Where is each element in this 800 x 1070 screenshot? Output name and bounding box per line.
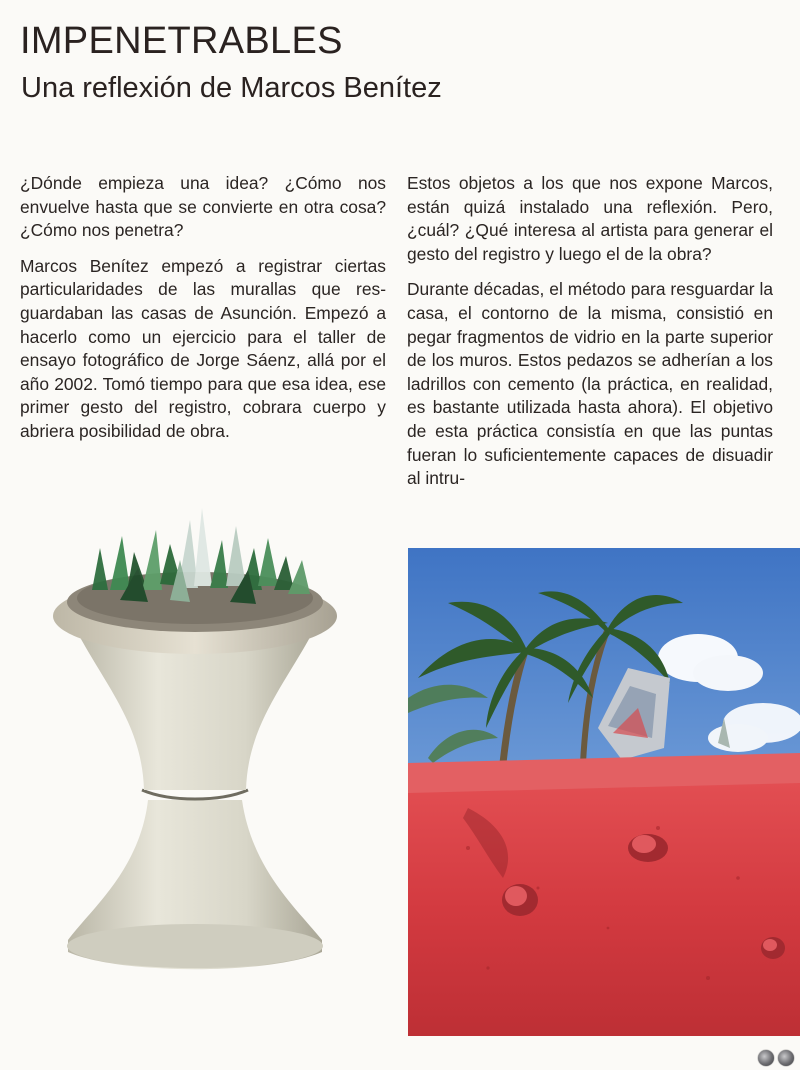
text-column-left <box>20 172 386 456</box>
article-subtitle: Una reflexión de Marcos Benítez <box>21 72 442 104</box>
pedestal-sculpture-icon <box>30 490 380 980</box>
text-column-right <box>407 172 773 542</box>
page-circle-icon <box>778 1050 794 1066</box>
page-circle-icon <box>758 1050 774 1066</box>
article-title: IMPENETRABLES <box>20 20 343 62</box>
paragraph-origin: Marcos Benítez empezó a registrar ciertas particularidades de las murallas que resguardaban las casas de Asunción. Empezó a hacerlo como un ejercicio para el taller de ensayo fotográfico de Jorge Sáenz, allá por el año 2002. Tomó tiempo para que esa idea, ese primer gesto del registro, cobrara cuerpo y abriera posibilidad de obra. <box>20 255 386 441</box>
paragraph-intro: ¿Dónde empieza una idea? ¿Cómo nos envuelve hasta que se convierte en otra cosa? ¿Cómo nos penetra? <box>20 173 386 241</box>
page-marks <box>758 1050 794 1066</box>
paragraph-reflection: Estos objetos a los que nos expone Marcos, están quizá instalado una reflexión. Pero, ¿cuál? ¿Qué interesa al artista para generar el gesto del registro y luego el de la obra? <box>407 173 773 264</box>
paragraph-method: Durante décadas, el método para resguardar la casa, el contorno de la misma, consistió en pegar fragmentos de vidrio en la parte superior de los muros. Estos pedazos se adherían a los ladrillos con cemento (la práctica, en realidad, es bastante utilizada hasta ahora). El objetivo de esta práctica consistía en que las puntas fueran lo suficientemente capaces de disuadir al intru- <box>407 279 773 489</box>
red-wall-glass-photo-icon <box>408 548 800 1036</box>
